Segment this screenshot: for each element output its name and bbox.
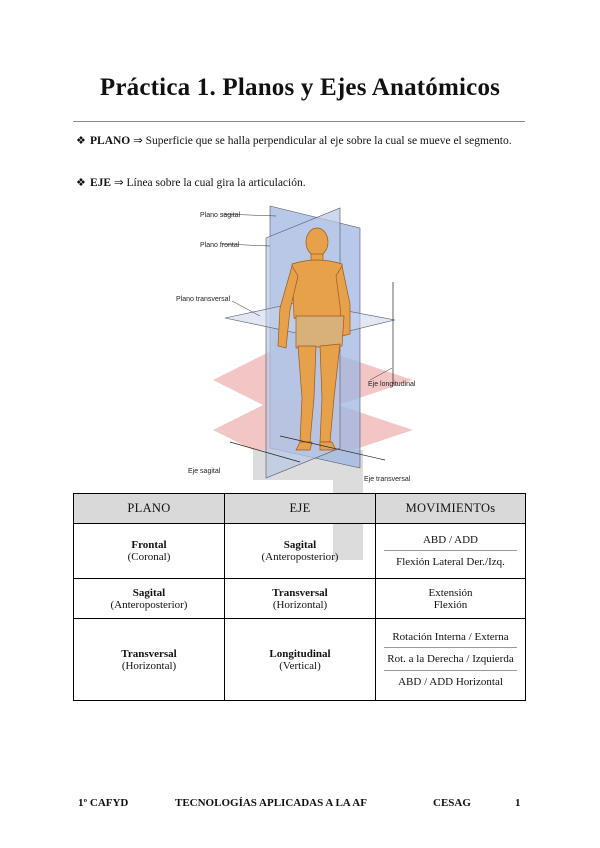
label-longitudinal-axis: Eje longitudinal — [368, 381, 416, 388]
bullet-term: PLANO — [90, 135, 131, 147]
bullet-term: EJE — [90, 177, 112, 189]
movements-cell: ABD / ADD Flexión Lateral Der./Izq. — [376, 524, 526, 579]
axis-cell: Transversal (Horizontal) — [225, 579, 376, 619]
anatomical-planes-figure — [170, 198, 430, 490]
label-transverse-plane: Plano transversal — [176, 296, 231, 303]
header-movimientos: MOVIMIENTOs — [376, 494, 526, 524]
diamond-bullet-icon: ❖ — [76, 135, 86, 147]
page-title: Práctica 1. Planos y Ejes Anatómicos — [99, 74, 501, 101]
planes-axes-table — [73, 493, 526, 701]
table-row — [74, 524, 526, 579]
movements-cell: Rotación Interna / Externa Rot. a la Derecha / Izquierda ABD / ADD Horizontal — [376, 619, 526, 701]
bullet-text: Línea sobre la cual gira la articulación. — [126, 177, 306, 189]
axis-cell: Sagital (Anteroposterior) — [225, 524, 376, 579]
header-plano: PLANO — [74, 494, 225, 524]
table-header-row — [74, 494, 526, 524]
plane-cell: Sagital (Anteroposterior) — [74, 579, 225, 619]
footer-page-number: 1 — [515, 797, 521, 809]
arrow-icon: ⇒ — [113, 177, 124, 189]
bullet-eje — [76, 175, 516, 191]
arrow-icon: ⇒ — [133, 135, 143, 147]
label-transverse-axis: Eje transversal — [364, 476, 411, 483]
diamond-bullet-icon: ❖ — [76, 177, 86, 189]
plane-cell: Frontal (Coronal) — [74, 524, 225, 579]
table-row — [74, 619, 526, 701]
title-divider — [73, 121, 525, 122]
footer-course: 1º CAFYD — [78, 797, 129, 809]
footer-subject: TECNOLOGÍAS APLICADAS A LA AF — [175, 797, 367, 809]
label-sagital-axis: Eje sagital — [188, 468, 221, 475]
movements-cell: Extensión Flexión — [376, 579, 526, 619]
label-frontal-plane: Plano frontal — [200, 242, 240, 249]
footer-institution: CESAG — [433, 797, 471, 809]
bullet-plano — [76, 133, 516, 149]
plane-cell: Transversal (Horizontal) — [74, 619, 225, 701]
header-eje: EJE — [225, 494, 376, 524]
label-sagital-plane: Plano sagital — [200, 212, 241, 219]
axis-cell: Longitudinal (Vertical) — [225, 619, 376, 701]
table-row — [74, 579, 526, 619]
bullet-text: Superficie que se halla perpendicular al eje sobre la cual se mueve el segmento. — [145, 135, 512, 147]
